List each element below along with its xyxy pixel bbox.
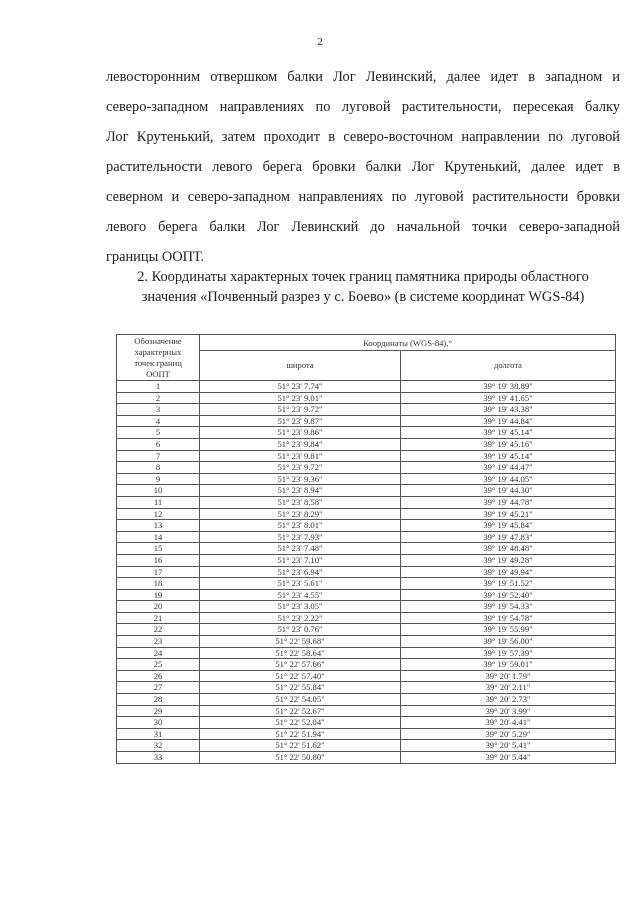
latitude-cell: 51° 22' 51.94" (200, 728, 401, 740)
table-row (117, 705, 616, 717)
longitude-cell: 39° 19' 45.14" (401, 450, 616, 462)
paragraph-line: северном и северо-западном направлениях по луговой растительности бровки (106, 189, 620, 205)
latitude-cell: 51° 23' 9.01" (200, 392, 401, 404)
point-number-cell: 15 (117, 543, 200, 555)
latitude-cell: 51° 23' 9.72" (200, 404, 401, 416)
table-row (117, 520, 616, 532)
longitude-cell: 39° 20' 5.29" (401, 728, 616, 740)
point-number-cell: 32 (117, 740, 200, 752)
longitude-cell: 39° 20' 1.79" (401, 670, 616, 682)
longitude-cell: 39° 19' 59.01" (401, 659, 616, 671)
longitude-cell: 39° 19' 38.89" (401, 381, 616, 393)
table-row (117, 531, 616, 543)
longitude-cell: 39° 19' 49.94" (401, 566, 616, 578)
latitude-cell: 51° 23' 5.61" (200, 578, 401, 590)
table-row (117, 496, 616, 508)
points-column-header: Обозначение характерных точек границ ООПТ (117, 335, 200, 381)
table-row (117, 543, 616, 555)
latitude-cell: 51° 22' 54.05" (200, 694, 401, 706)
point-number-cell: 24 (117, 647, 200, 659)
latitude-cell: 51° 22' 59.68" (200, 636, 401, 648)
point-number-cell: 31 (117, 728, 200, 740)
longitude-cell: 39° 19' 54.33" (401, 601, 616, 613)
longitude-cell: 39° 19' 45.14" (401, 427, 616, 439)
table-title (106, 267, 620, 307)
coordinates-table (116, 334, 616, 764)
paragraph-line: левого берега балки Лог Левинский до начальной точки северо-западной (106, 219, 620, 235)
longitude-column-header: долгота (401, 351, 616, 381)
longitude-cell: 39° 19' 43.38" (401, 404, 616, 416)
latitude-cell: 51° 23' 9.81" (200, 450, 401, 462)
table-row (117, 728, 616, 740)
latitude-cell: 51° 23' 6.94" (200, 566, 401, 578)
table-row (117, 508, 616, 520)
longitude-cell: 39° 20' 5.41" (401, 740, 616, 752)
longitude-cell: 39° 20' 4.41" (401, 717, 616, 729)
latitude-cell: 51° 23' 9.72" (200, 462, 401, 474)
table-row (117, 404, 616, 416)
longitude-cell: 39° 19' 45.21" (401, 508, 616, 520)
longitude-cell: 39° 19' 49.28" (401, 554, 616, 566)
point-number-cell: 33 (117, 752, 200, 764)
table-row (117, 636, 616, 648)
table-row (117, 740, 616, 752)
longitude-cell: 39° 20' 2.73" (401, 694, 616, 706)
coordinates-group-header: Координаты (WGS-84),° (200, 335, 616, 351)
table-row (117, 415, 616, 427)
longitude-cell: 39° 19' 48.48" (401, 543, 616, 555)
latitude-cell: 51° 22' 50.80" (200, 752, 401, 764)
table-row (117, 589, 616, 601)
point-number-cell: 19 (117, 589, 200, 601)
table-row (117, 670, 616, 682)
point-number-cell: 10 (117, 485, 200, 497)
longitude-cell: 39° 19' 44.47" (401, 462, 616, 474)
latitude-column-header: широта (200, 351, 401, 381)
table-row (117, 438, 616, 450)
table-row (117, 462, 616, 474)
latitude-cell: 51° 23' 9.86" (200, 427, 401, 439)
longitude-cell: 39° 20' 5.44" (401, 752, 616, 764)
point-number-cell: 18 (117, 578, 200, 590)
paragraph-line: Лог Крутенький, затем проходит в северо-восточном направлении по луговой (106, 129, 620, 145)
longitude-cell: 39° 19' 57.39" (401, 647, 616, 659)
coordinates-table-body (117, 381, 616, 764)
table-row (117, 647, 616, 659)
point-number-cell: 20 (117, 601, 200, 613)
point-number-cell: 8 (117, 462, 200, 474)
table-row (117, 381, 616, 393)
latitude-cell: 51° 23' 4.55" (200, 589, 401, 601)
page-number: 2 (317, 36, 323, 48)
point-number-cell: 22 (117, 624, 200, 636)
table-row (117, 554, 616, 566)
point-number-cell: 28 (117, 694, 200, 706)
longitude-cell: 39° 19' 44.30" (401, 485, 616, 497)
table-row (117, 485, 616, 497)
latitude-cell: 51° 23' 7.10" (200, 554, 401, 566)
point-number-cell: 16 (117, 554, 200, 566)
point-number-cell: 1 (117, 381, 200, 393)
longitude-cell: 39° 19' 44.78" (401, 496, 616, 508)
point-number-cell: 14 (117, 531, 200, 543)
longitude-cell: 39° 19' 45.84" (401, 520, 616, 532)
longitude-cell: 39° 20' 3.99" (401, 705, 616, 717)
latitude-cell: 51° 23' 7.74" (200, 381, 401, 393)
longitude-cell: 39° 19' 51.52" (401, 578, 616, 590)
latitude-cell: 51° 23' 9.87" (200, 415, 401, 427)
table-row (117, 717, 616, 729)
latitude-cell: 51° 23' 8.29" (200, 508, 401, 520)
latitude-cell: 51° 23' 0.76" (200, 624, 401, 636)
point-number-cell: 27 (117, 682, 200, 694)
point-number-cell: 4 (117, 415, 200, 427)
table-row (117, 612, 616, 624)
point-number-cell: 29 (117, 705, 200, 717)
point-number-cell: 17 (117, 566, 200, 578)
latitude-cell: 51° 22' 51.62" (200, 740, 401, 752)
longitude-cell: 39° 19' 47.83" (401, 531, 616, 543)
point-number-cell: 9 (117, 473, 200, 485)
table-row (117, 566, 616, 578)
point-number-cell: 13 (117, 520, 200, 532)
table-row (117, 624, 616, 636)
point-number-cell: 23 (117, 636, 200, 648)
table-row (117, 682, 616, 694)
paragraph-line: растительности левого берега бровки балки Лог Крутенький, далее идет в (106, 159, 620, 175)
table-row (117, 694, 616, 706)
point-number-cell: 21 (117, 612, 200, 624)
table-row (117, 473, 616, 485)
body-paragraph (106, 62, 620, 272)
paragraph-line: границы ООПТ. (106, 249, 204, 265)
table-row (117, 427, 616, 439)
latitude-cell: 51° 22' 57.40" (200, 670, 401, 682)
latitude-cell: 51° 22' 55.84" (200, 682, 401, 694)
point-number-cell: 30 (117, 717, 200, 729)
longitude-cell: 39° 19' 54.78" (401, 612, 616, 624)
point-number-cell: 12 (117, 508, 200, 520)
table-row (117, 659, 616, 671)
latitude-cell: 51° 23' 9.84" (200, 438, 401, 450)
latitude-cell: 51° 23' 2.22" (200, 612, 401, 624)
table-title-line: значения «Почвенный разрез у с. Боево» (в системе координат WGS-84) (141, 289, 585, 305)
point-number-cell: 26 (117, 670, 200, 682)
table-row (117, 601, 616, 613)
latitude-cell: 51° 23' 3.05" (200, 601, 401, 613)
table-title-line: 2. Координаты характерных точек границ памятника природы областного (137, 269, 589, 285)
point-number-cell: 2 (117, 392, 200, 404)
table-row (117, 578, 616, 590)
longitude-cell: 39° 19' 45.16" (401, 438, 616, 450)
point-number-cell: 7 (117, 450, 200, 462)
paragraph-line: северо-западном направлениях по луговой растительности, пересекая балку (106, 99, 620, 115)
longitude-cell: 39° 20' 2.11" (401, 682, 616, 694)
latitude-cell: 51° 22' 52.04" (200, 717, 401, 729)
latitude-cell: 51° 23' 8.58" (200, 496, 401, 508)
longitude-cell: 39° 19' 52.40" (401, 589, 616, 601)
longitude-cell: 39° 19' 44.84" (401, 415, 616, 427)
latitude-cell: 51° 22' 58.64" (200, 647, 401, 659)
table-row (117, 392, 616, 404)
point-number-cell: 11 (117, 496, 200, 508)
point-number-cell: 3 (117, 404, 200, 416)
longitude-cell: 39° 19' 44.05" (401, 473, 616, 485)
paragraph-line: левосторонним отвершком балки Лог Левинский, далее идет в западном и (106, 69, 620, 85)
table-row (117, 752, 616, 764)
latitude-cell: 51° 23' 9.36" (200, 473, 401, 485)
latitude-cell: 51° 22' 57.66" (200, 659, 401, 671)
latitude-cell: 51° 22' 52.67" (200, 705, 401, 717)
latitude-cell: 51° 23' 8.94" (200, 485, 401, 497)
longitude-cell: 39° 19' 41.65" (401, 392, 616, 404)
point-number-cell: 6 (117, 438, 200, 450)
table-row (117, 450, 616, 462)
latitude-cell: 51° 23' 7.48" (200, 543, 401, 555)
point-number-cell: 5 (117, 427, 200, 439)
latitude-cell: 51° 23' 8.01" (200, 520, 401, 532)
longitude-cell: 39° 19' 56.00" (401, 636, 616, 648)
longitude-cell: 39° 19' 55.99" (401, 624, 616, 636)
latitude-cell: 51° 23' 7.93" (200, 531, 401, 543)
point-number-cell: 25 (117, 659, 200, 671)
